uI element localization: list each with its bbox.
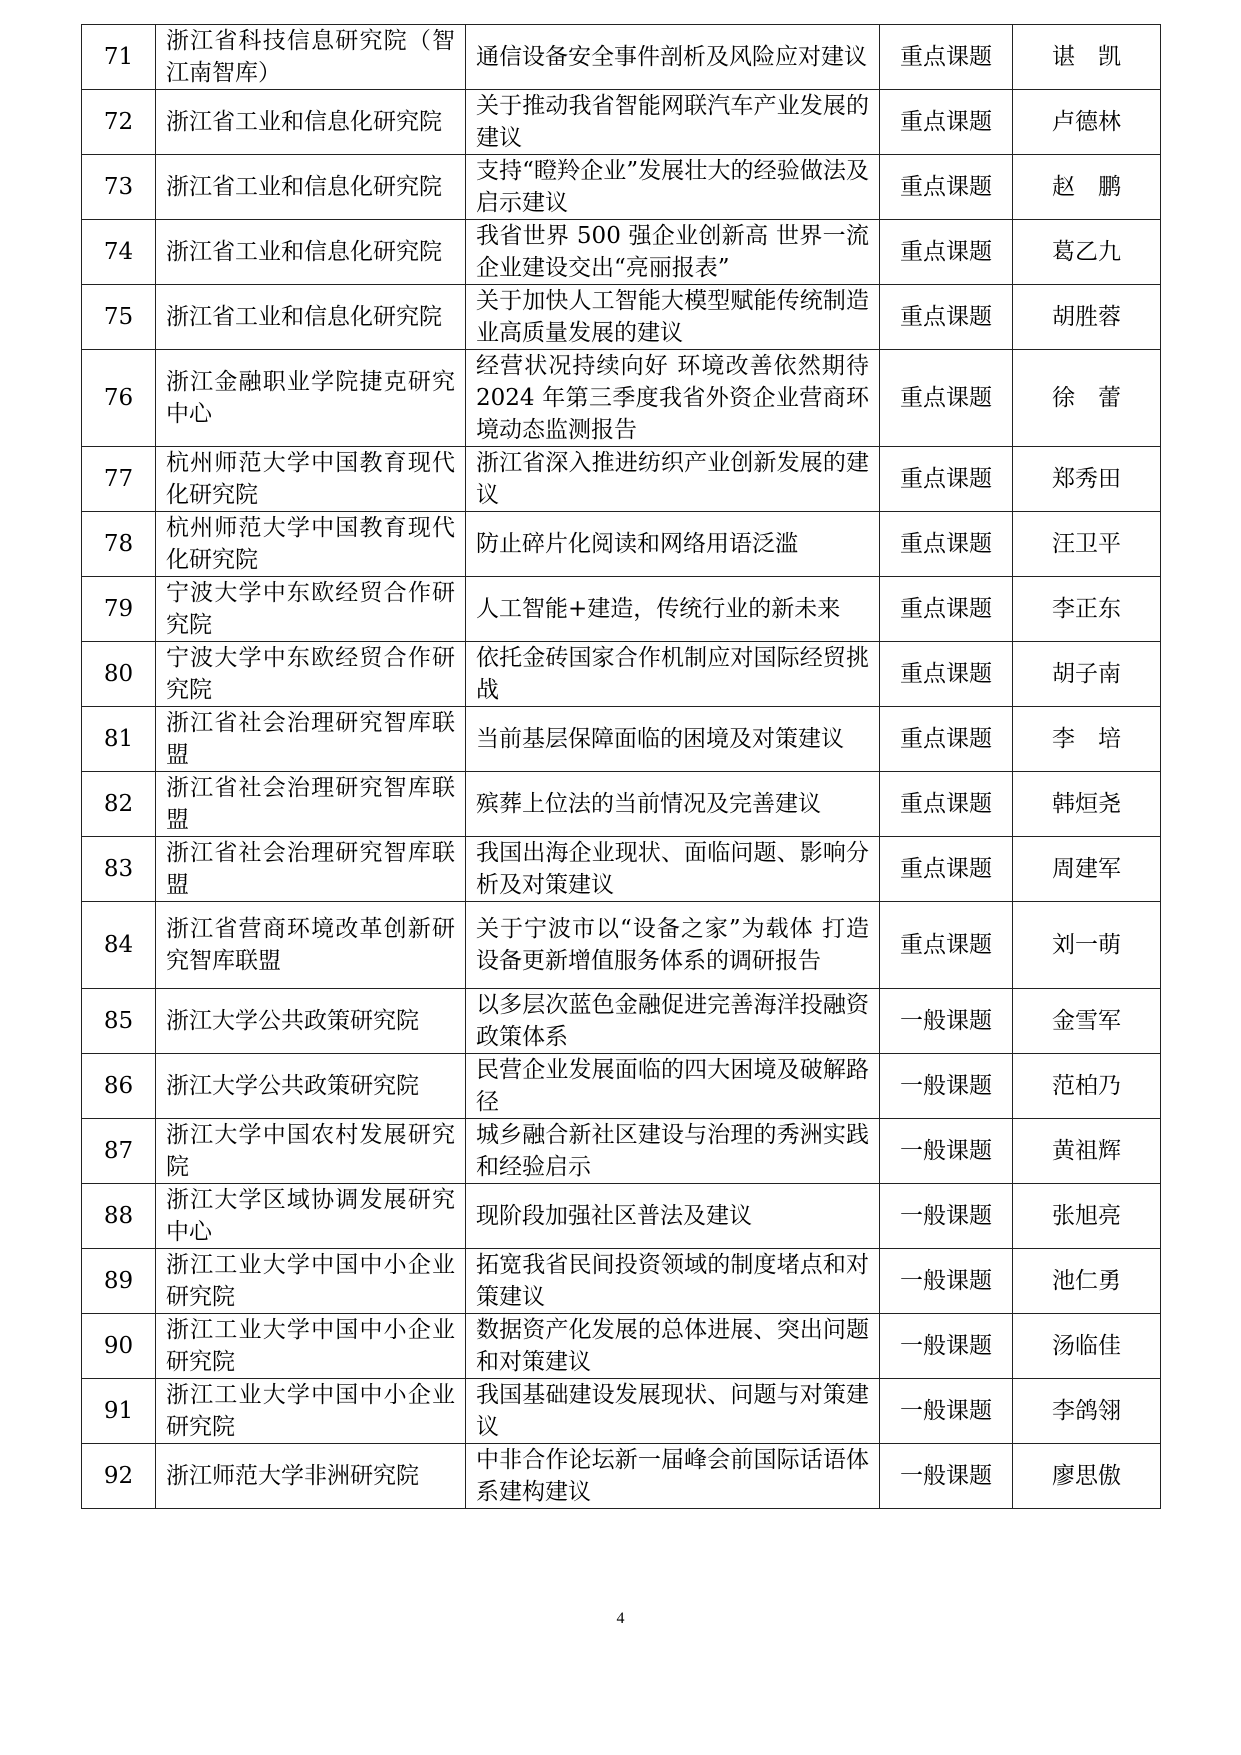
type-cell: 重点课题 bbox=[880, 707, 1013, 772]
type-cell: 重点课题 bbox=[880, 447, 1013, 512]
row-number: 75 bbox=[82, 285, 156, 350]
table-row bbox=[82, 1119, 1161, 1184]
institution-cell: 浙江省营商环境改革创新研究智库联盟 bbox=[156, 902, 466, 989]
author-cell: 刘一萌 bbox=[1013, 902, 1161, 989]
title-cell: 支持“瞪羚企业”发展壮大的经验做法及启示建议 bbox=[466, 155, 880, 220]
title-cell: 关于推动我省智能网联汽车产业发展的建议 bbox=[466, 90, 880, 155]
table-row bbox=[82, 1184, 1161, 1249]
row-number: 89 bbox=[82, 1249, 156, 1314]
row-number: 88 bbox=[82, 1184, 156, 1249]
table-row bbox=[82, 447, 1161, 512]
author-cell: 胡子南 bbox=[1013, 642, 1161, 707]
type-cell: 重点课题 bbox=[880, 902, 1013, 989]
type-cell: 重点课题 bbox=[880, 512, 1013, 577]
institution-cell: 杭州师范大学中国教育现代化研究院 bbox=[156, 512, 466, 577]
author-cell: 徐 蕾 bbox=[1013, 350, 1161, 447]
table-row bbox=[82, 772, 1161, 837]
table-row bbox=[82, 220, 1161, 285]
institution-cell: 宁波大学中东欧经贸合作研究院 bbox=[156, 642, 466, 707]
author-cell: 张旭亮 bbox=[1013, 1184, 1161, 1249]
author-cell: 李鸽翎 bbox=[1013, 1379, 1161, 1444]
table-row bbox=[82, 837, 1161, 902]
type-cell: 重点课题 bbox=[880, 642, 1013, 707]
type-cell: 重点课题 bbox=[880, 285, 1013, 350]
institution-cell: 浙江省科技信息研究院（智江南智库） bbox=[156, 25, 466, 90]
row-number: 76 bbox=[82, 350, 156, 447]
institution-cell: 浙江师范大学非洲研究院 bbox=[156, 1444, 466, 1509]
institution-cell: 浙江工业大学中国中小企业研究院 bbox=[156, 1249, 466, 1314]
table-row bbox=[82, 1444, 1161, 1509]
author-cell: 金雪军 bbox=[1013, 989, 1161, 1054]
row-number: 79 bbox=[82, 577, 156, 642]
title-cell: 中非合作论坛新一届峰会前国际话语体系建构建议 bbox=[466, 1444, 880, 1509]
title-cell: 经营状况持续向好 环境改善依然期待 2024 年第三季度我省外资企业营商环境动态监测报告 bbox=[466, 350, 880, 447]
table-row bbox=[82, 577, 1161, 642]
row-number: 86 bbox=[82, 1054, 156, 1119]
type-cell: 一般课题 bbox=[880, 1444, 1013, 1509]
author-cell: 汤临佳 bbox=[1013, 1314, 1161, 1379]
page-number: 4 bbox=[616, 1610, 625, 1627]
author-cell: 赵 鹏 bbox=[1013, 155, 1161, 220]
row-number: 72 bbox=[82, 90, 156, 155]
title-cell: 防止碎片化阅读和网络用语泛滥 bbox=[466, 512, 880, 577]
type-cell: 重点课题 bbox=[880, 837, 1013, 902]
author-cell: 李正东 bbox=[1013, 577, 1161, 642]
type-cell: 一般课题 bbox=[880, 1314, 1013, 1379]
title-cell: 关于加快人工智能大模型赋能传统制造业高质量发展的建议 bbox=[466, 285, 880, 350]
type-cell: 一般课题 bbox=[880, 989, 1013, 1054]
row-number: 77 bbox=[82, 447, 156, 512]
type-cell: 一般课题 bbox=[880, 1184, 1013, 1249]
results-table bbox=[81, 24, 1161, 1509]
type-cell: 一般课题 bbox=[880, 1379, 1013, 1444]
row-number: 92 bbox=[82, 1444, 156, 1509]
title-cell: 我国基础建设发展现状、问题与对策建议 bbox=[466, 1379, 880, 1444]
row-number: 87 bbox=[82, 1119, 156, 1184]
row-number: 84 bbox=[82, 902, 156, 989]
author-cell: 汪卫平 bbox=[1013, 512, 1161, 577]
row-number: 83 bbox=[82, 837, 156, 902]
row-number: 73 bbox=[82, 155, 156, 220]
row-number: 80 bbox=[82, 642, 156, 707]
title-cell: 拓宽我省民间投资领域的制度堵点和对策建议 bbox=[466, 1249, 880, 1314]
table-row bbox=[82, 642, 1161, 707]
type-cell: 一般课题 bbox=[880, 1054, 1013, 1119]
institution-cell: 浙江省工业和信息化研究院 bbox=[156, 90, 466, 155]
title-cell: 浙江省深入推进纺织产业创新发展的建议 bbox=[466, 447, 880, 512]
table-row bbox=[82, 285, 1161, 350]
institution-cell: 浙江省社会治理研究智库联盟 bbox=[156, 772, 466, 837]
author-cell: 周建军 bbox=[1013, 837, 1161, 902]
author-cell: 葛乙九 bbox=[1013, 220, 1161, 285]
title-cell: 城乡融合新社区建设与治理的秀洲实践和经验启示 bbox=[466, 1119, 880, 1184]
author-cell: 黄祖辉 bbox=[1013, 1119, 1161, 1184]
title-cell: 殡葬上位法的当前情况及完善建议 bbox=[466, 772, 880, 837]
type-cell: 一般课题 bbox=[880, 1249, 1013, 1314]
table-body bbox=[82, 25, 1161, 1509]
title-cell: 以多层次蓝色金融促进完善海洋投融资政策体系 bbox=[466, 989, 880, 1054]
type-cell: 重点课题 bbox=[880, 90, 1013, 155]
author-cell: 胡胜蓉 bbox=[1013, 285, 1161, 350]
row-number: 74 bbox=[82, 220, 156, 285]
type-cell: 重点课题 bbox=[880, 25, 1013, 90]
table-row bbox=[82, 707, 1161, 772]
table-row bbox=[82, 1249, 1161, 1314]
author-cell: 廖思傲 bbox=[1013, 1444, 1161, 1509]
title-cell: 我国出海企业现状、面临问题、影响分析及对策建议 bbox=[466, 837, 880, 902]
row-number: 71 bbox=[82, 25, 156, 90]
institution-cell: 宁波大学中东欧经贸合作研究院 bbox=[156, 577, 466, 642]
title-cell: 当前基层保障面临的困境及对策建议 bbox=[466, 707, 880, 772]
institution-cell: 浙江大学公共政策研究院 bbox=[156, 989, 466, 1054]
table-row bbox=[82, 155, 1161, 220]
table-row bbox=[82, 1379, 1161, 1444]
author-cell: 韩烜尧 bbox=[1013, 772, 1161, 837]
institution-cell: 浙江工业大学中国中小企业研究院 bbox=[156, 1379, 466, 1444]
table-row bbox=[82, 350, 1161, 447]
title-cell: 现阶段加强社区普法及建议 bbox=[466, 1184, 880, 1249]
author-cell: 范柏乃 bbox=[1013, 1054, 1161, 1119]
title-cell: 我省世界 500 强企业创新高 世界一流企业建设交出“亮丽报表” bbox=[466, 220, 880, 285]
row-number: 81 bbox=[82, 707, 156, 772]
title-cell: 关于宁波市以“设备之家”为载体 打造设备更新增值服务体系的调研报告 bbox=[466, 902, 880, 989]
table-row bbox=[82, 989, 1161, 1054]
institution-cell: 浙江省工业和信息化研究院 bbox=[156, 285, 466, 350]
row-number: 82 bbox=[82, 772, 156, 837]
type-cell: 一般课题 bbox=[880, 1119, 1013, 1184]
title-cell: 依托金砖国家合作机制应对国际经贸挑战 bbox=[466, 642, 880, 707]
row-number: 91 bbox=[82, 1379, 156, 1444]
institution-cell: 浙江省工业和信息化研究院 bbox=[156, 155, 466, 220]
author-cell: 郑秀田 bbox=[1013, 447, 1161, 512]
institution-cell: 浙江工业大学中国中小企业研究院 bbox=[156, 1314, 466, 1379]
table-row bbox=[82, 90, 1161, 155]
table-row bbox=[82, 25, 1161, 90]
institution-cell: 浙江省工业和信息化研究院 bbox=[156, 220, 466, 285]
table-row bbox=[82, 1314, 1161, 1379]
row-number: 90 bbox=[82, 1314, 156, 1379]
table-row bbox=[82, 902, 1161, 989]
table-row bbox=[82, 512, 1161, 577]
title-cell: 数据资产化发展的总体进展、突出问题和对策建议 bbox=[466, 1314, 880, 1379]
institution-cell: 杭州师范大学中国教育现代化研究院 bbox=[156, 447, 466, 512]
type-cell: 重点课题 bbox=[880, 350, 1013, 447]
title-cell: 民营企业发展面临的四大困境及破解路径 bbox=[466, 1054, 880, 1119]
author-cell: 谌 凯 bbox=[1013, 25, 1161, 90]
institution-cell: 浙江省社会治理研究智库联盟 bbox=[156, 837, 466, 902]
institution-cell: 浙江省社会治理研究智库联盟 bbox=[156, 707, 466, 772]
author-cell: 李 培 bbox=[1013, 707, 1161, 772]
title-cell: 人工智能+建造，传统行业的新未来 bbox=[466, 577, 880, 642]
type-cell: 重点课题 bbox=[880, 155, 1013, 220]
institution-cell: 浙江大学中国农村发展研究院 bbox=[156, 1119, 466, 1184]
type-cell: 重点课题 bbox=[880, 577, 1013, 642]
type-cell: 重点课题 bbox=[880, 772, 1013, 837]
title-cell: 通信设备安全事件剖析及风险应对建议 bbox=[466, 25, 880, 90]
row-number: 78 bbox=[82, 512, 156, 577]
institution-cell: 浙江大学区域协调发展研究中心 bbox=[156, 1184, 466, 1249]
institution-cell: 浙江大学公共政策研究院 bbox=[156, 1054, 466, 1119]
row-number: 85 bbox=[82, 989, 156, 1054]
author-cell: 池仁勇 bbox=[1013, 1249, 1161, 1314]
author-cell: 卢德林 bbox=[1013, 90, 1161, 155]
institution-cell: 浙江金融职业学院捷克研究中心 bbox=[156, 350, 466, 447]
table-row bbox=[82, 1054, 1161, 1119]
type-cell: 重点课题 bbox=[880, 220, 1013, 285]
